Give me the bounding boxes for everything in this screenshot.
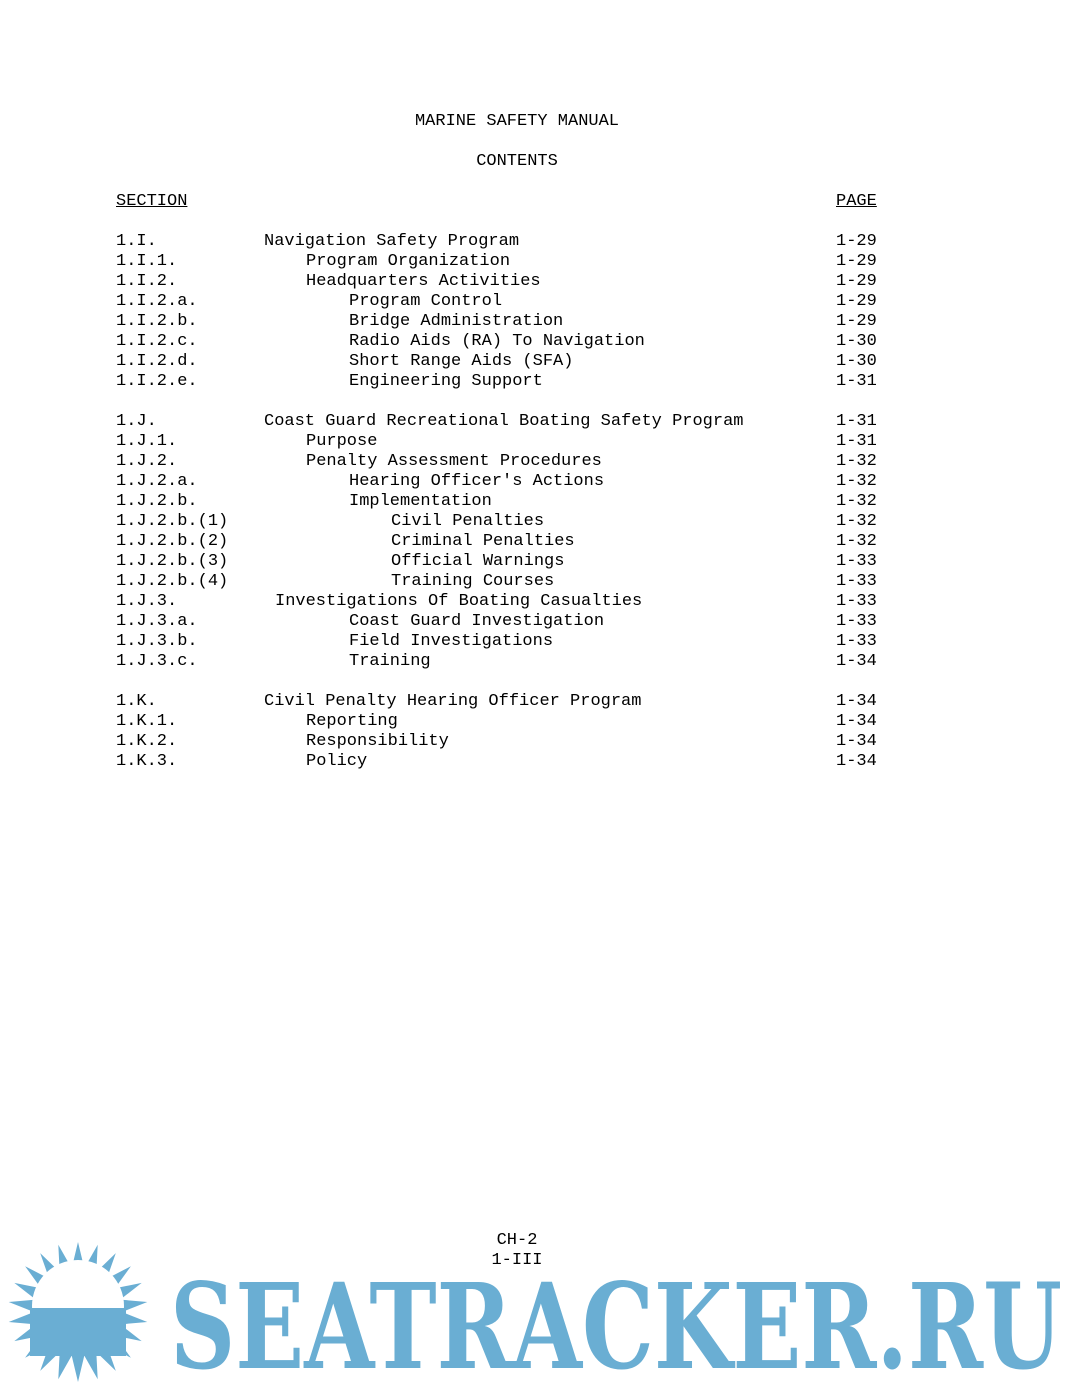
toc-section-number: 1.J.3.b.	[116, 632, 198, 651]
toc-section-number: 1.I.1.	[116, 252, 178, 271]
toc-page-number: 1-34	[836, 732, 877, 751]
toc-section-number: 1.I.2.c.	[116, 332, 198, 351]
toc-page-number: 1-33	[836, 592, 877, 611]
toc-row	[0, 532, 1080, 552]
toc-row	[0, 712, 1080, 732]
toc-entry-title: Radio Aids (RA) To Navigation	[349, 332, 645, 351]
toc-page-number: 1-34	[836, 752, 877, 771]
toc-row	[0, 652, 1080, 672]
toc-row	[0, 512, 1080, 532]
toc-entry-title: Engineering Support	[349, 372, 543, 391]
toc-section-number: 1.I.2.	[116, 272, 178, 291]
toc-page-number: 1-30	[836, 352, 877, 371]
toc-entry-title: Criminal Penalties	[391, 532, 575, 551]
toc-page-number: 1-33	[836, 612, 877, 631]
toc-entry-title: Official Warnings	[391, 552, 565, 571]
toc-section-number: 1.I.	[116, 232, 157, 251]
toc-row	[0, 372, 1080, 392]
toc-entry-title: Field Investigations	[349, 632, 554, 651]
toc-section-number: 1.J.3.a.	[116, 612, 198, 631]
toc-entry-title: Civil Penalties	[391, 512, 545, 531]
toc-row	[0, 632, 1080, 652]
toc-row	[0, 432, 1080, 452]
toc-page-number: 1-31	[836, 372, 877, 391]
toc-row	[0, 272, 1080, 292]
toc-section-number: 1.J.2.b.(4)	[116, 572, 229, 591]
page-column-header: PAGE	[836, 192, 877, 211]
toc-entry-title: Program Control	[349, 292, 503, 311]
toc-entry-title: Hearing Officer's Actions	[349, 472, 605, 491]
toc-page-number: 1-32	[836, 492, 877, 511]
toc-page-number: 1-30	[836, 332, 877, 351]
toc-page-number: 1-33	[836, 632, 877, 651]
seatracker-watermark	[0, 1236, 1080, 1397]
toc-entry-title: Training	[349, 652, 431, 671]
toc-page-number: 1-32	[836, 472, 877, 491]
toc-entry-title: Headquarters Activities	[306, 272, 541, 291]
toc-page-number: 1-29	[836, 292, 877, 311]
toc-row	[0, 352, 1080, 372]
toc-section-number: 1.J.1.	[116, 432, 178, 451]
watermark-text: SEATRACKER.RU	[170, 1257, 1062, 1396]
toc-row	[0, 732, 1080, 752]
section-column-header: SECTION	[116, 192, 188, 211]
toc-entry-title: Penalty Assessment Procedures	[306, 452, 602, 471]
toc-page-number: 1-33	[836, 572, 877, 591]
toc-page-number: 1-32	[836, 452, 877, 471]
toc-entry-title: Civil Penalty Hearing Officer Program	[264, 692, 642, 711]
document-subtitle: CONTENTS	[476, 152, 558, 171]
toc-section-number: 1.K.	[116, 692, 157, 711]
toc-page-number: 1-29	[836, 232, 877, 251]
toc-entry-title: Reporting	[306, 712, 398, 731]
toc-row	[0, 232, 1080, 252]
sun-logo-icon	[9, 1242, 148, 1382]
toc-row	[0, 252, 1080, 272]
toc-entry-title: Coast Guard Recreational Boating Safety Program	[264, 412, 744, 431]
toc-page-number: 1-34	[836, 712, 877, 731]
toc-entry-title: Investigations Of Boating Casualties	[275, 592, 643, 611]
toc-entry-title: Program Organization	[306, 252, 511, 271]
toc-row	[0, 412, 1080, 432]
toc-page-number: 1-29	[836, 312, 877, 331]
toc-entry-title: Training Courses	[391, 572, 555, 591]
toc-section-number: 1.J.2.b.(1)	[116, 512, 229, 531]
toc-row	[0, 472, 1080, 492]
toc-section-number: 1.K.1.	[116, 712, 178, 731]
toc-page-number: 1-31	[836, 432, 877, 451]
toc-section-number: 1.J.3.c.	[116, 652, 198, 671]
toc-page-number: 1-29	[836, 252, 877, 271]
toc-row	[0, 332, 1080, 352]
toc-section-number: 1.I.2.e.	[116, 372, 198, 391]
toc-row	[0, 692, 1080, 712]
toc-row	[0, 292, 1080, 312]
toc-entry-title: Bridge Administration	[349, 312, 564, 331]
toc-section-number: 1.I.2.a.	[116, 292, 198, 311]
toc-section-number: 1.J.3.	[116, 592, 178, 611]
footer-change: CH-2	[496, 1231, 538, 1250]
toc-section-number: 1.J.2.b.	[116, 492, 198, 511]
toc-row	[0, 752, 1080, 772]
toc-row	[0, 312, 1080, 332]
toc-entry-title: Short Range Aids (SFA)	[349, 352, 574, 371]
toc-page-number: 1-33	[836, 552, 877, 571]
toc-row	[0, 612, 1080, 632]
toc-section-number: 1.J.2.	[116, 452, 178, 471]
toc-section-number: 1.I.2.d.	[116, 352, 198, 371]
toc-entry-title: Policy	[306, 752, 368, 771]
toc-row	[0, 492, 1080, 512]
toc-page-number: 1-32	[836, 512, 877, 531]
toc-entry-title: Coast Guard Investigation	[349, 612, 605, 631]
toc-section-number: 1.J.2.b.(3)	[116, 552, 229, 571]
toc-section-number: 1.J.2.a.	[116, 472, 198, 491]
toc-entry-title: Responsibility	[306, 732, 449, 751]
toc-row	[0, 452, 1080, 472]
toc-entry-title: Navigation Safety Program	[264, 232, 520, 251]
toc-section-number: 1.I.2.b.	[116, 312, 198, 331]
toc-section-number: 1.K.2.	[116, 732, 178, 751]
toc-page-number: 1-31	[836, 412, 877, 431]
toc-row	[0, 552, 1080, 572]
toc-section-number: 1.J.	[116, 412, 157, 431]
toc-page-number: 1-34	[836, 652, 877, 671]
toc-section-number: 1.K.3.	[116, 752, 178, 771]
toc-section-number: 1.J.2.b.(2)	[116, 532, 229, 551]
toc-entry-title: Implementation	[349, 492, 492, 511]
toc-row	[0, 592, 1080, 612]
footer-page-number: 1-III	[491, 1251, 543, 1270]
toc-page-number: 1-34	[836, 692, 877, 711]
toc-row	[0, 572, 1080, 592]
document-title: MARINE SAFETY MANUAL	[414, 112, 620, 131]
toc-page-number: 1-32	[836, 532, 877, 551]
toc-page-number: 1-29	[836, 272, 877, 291]
toc-entry-title: Purpose	[306, 432, 378, 451]
